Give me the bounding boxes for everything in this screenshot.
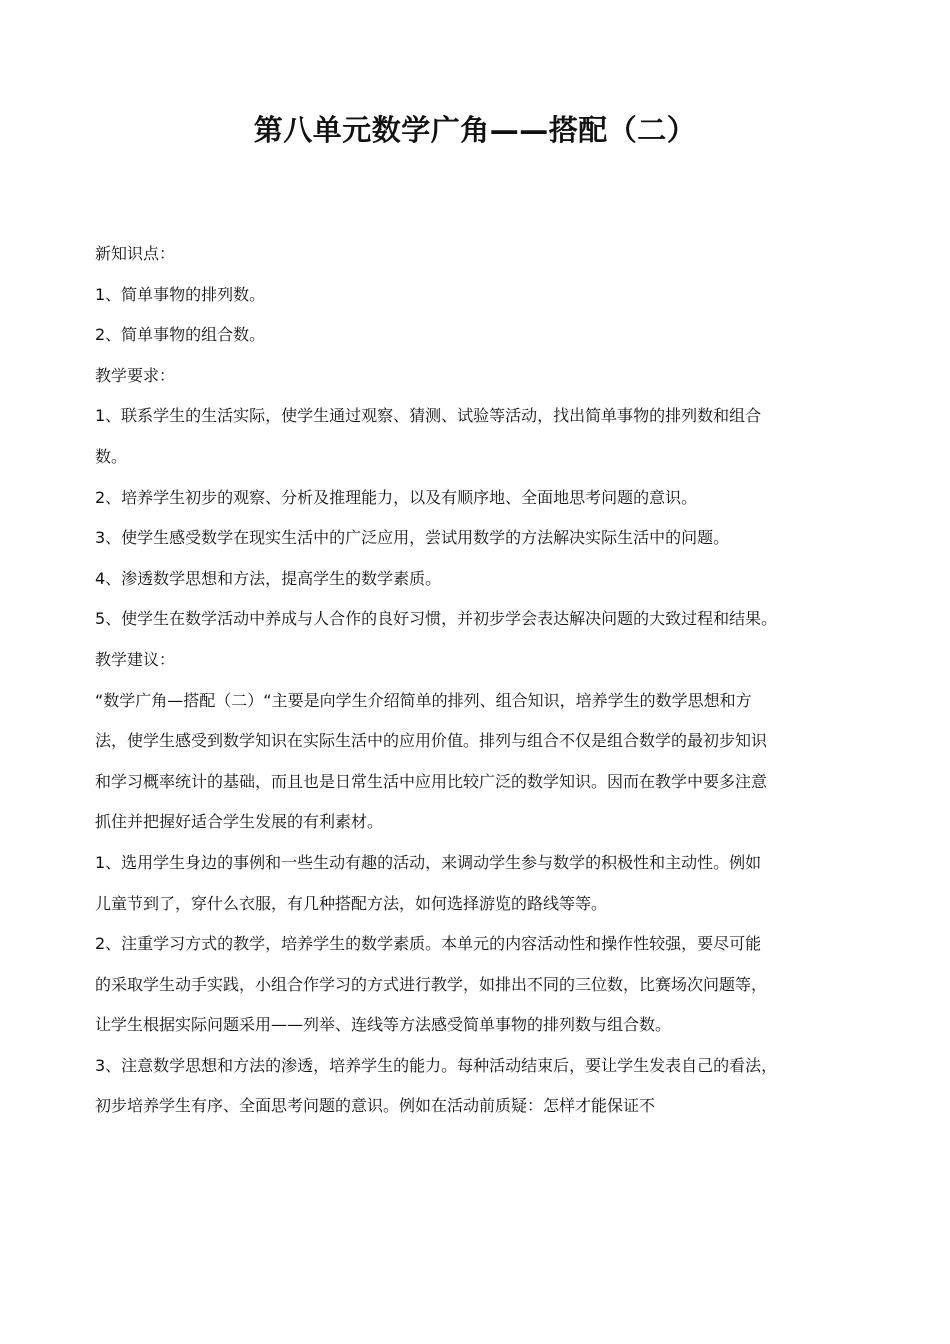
text-line: “数学广角—搭配（二）“主要是向学生介绍简单的排列、组合知识，培养学生的数学思想和方 <box>95 690 752 710</box>
text-line: 的采取学生动手实践，小组合作学习的方式进行教学，如排出不同的三位数，比赛场次问题等， <box>95 974 768 994</box>
text-line: 数。 <box>95 446 128 466</box>
text-line: 1、联系学生的生活实际，使学生通过观察、猜测、试验等活动，找出简单事物的排列数和组合 <box>95 406 762 426</box>
section-heading-suggestions: 教学建议： <box>95 649 176 669</box>
list-item: 1、简单事物的排列数。 <box>95 284 266 304</box>
text-line: 1、选用学生身边的事例和一些生动有趣的活动，来调动学生参与数学的积极性和主动性。例如 <box>95 852 762 872</box>
section-heading-new-knowledge: 新知识点： <box>95 244 176 263</box>
text-line: 4、渗透数学思想和方法，提高学生的数学素质。 <box>95 568 442 588</box>
text-line: 2、培养学生初步的观察、分析及推理能力，以及有顺序地、全面地思考问题的意识。 <box>95 487 698 507</box>
text-line: 让学生根据实际问题采用——列举、连线等方法感受简单事物的排列数与组合数。 <box>95 1015 672 1035</box>
text-line: 抓住并把握好适合学生发展的有利素材。 <box>95 812 384 832</box>
text-line: 5、使学生在数学活动中养成与人合作的良好习惯，并初步学会表达解决问题的大致过程和结果。 <box>95 609 778 629</box>
text-line: 3、使学生感受数学在现实生活中的广泛应用，尝试用数学的方法解决实际生活中的问题。 <box>95 528 730 548</box>
text-line: 法，使学生感受到数学知识在实际生活中的应用价值。排列与组合不仅是组合数学的最初步知识 <box>95 731 768 751</box>
text-line: 3、注意数学思想和方法的渗透，培养学生的能力。每种活动结束后，要让学生发表自己的看法， <box>95 1055 778 1075</box>
list-item: 2、简单事物的组合数。 <box>95 325 266 345</box>
text-line: 2、注重学习方式的教学，培养学生的数学素质。本单元的内容活动性和操作性较强，要尽可能 <box>95 934 762 954</box>
document-body <box>95 234 860 1127</box>
text-line: 和学习概率统计的基础，而且也是日常生活中应用比较广泛的数学知识。因而在教学中要多注意 <box>95 771 768 791</box>
section-heading-requirements: 教学要求： <box>95 365 176 385</box>
document-title: 第八单元数学广角——搭配（二） <box>253 113 697 147</box>
text-line: 初步培养学生有序、全面思考问题的意识。例如在活动前质疑：怎样才能保证不 <box>95 1096 656 1116</box>
text-line: 儿童节到了，穿什么衣服，有几种搭配方法，如何选择游览的路线等等。 <box>95 893 608 913</box>
